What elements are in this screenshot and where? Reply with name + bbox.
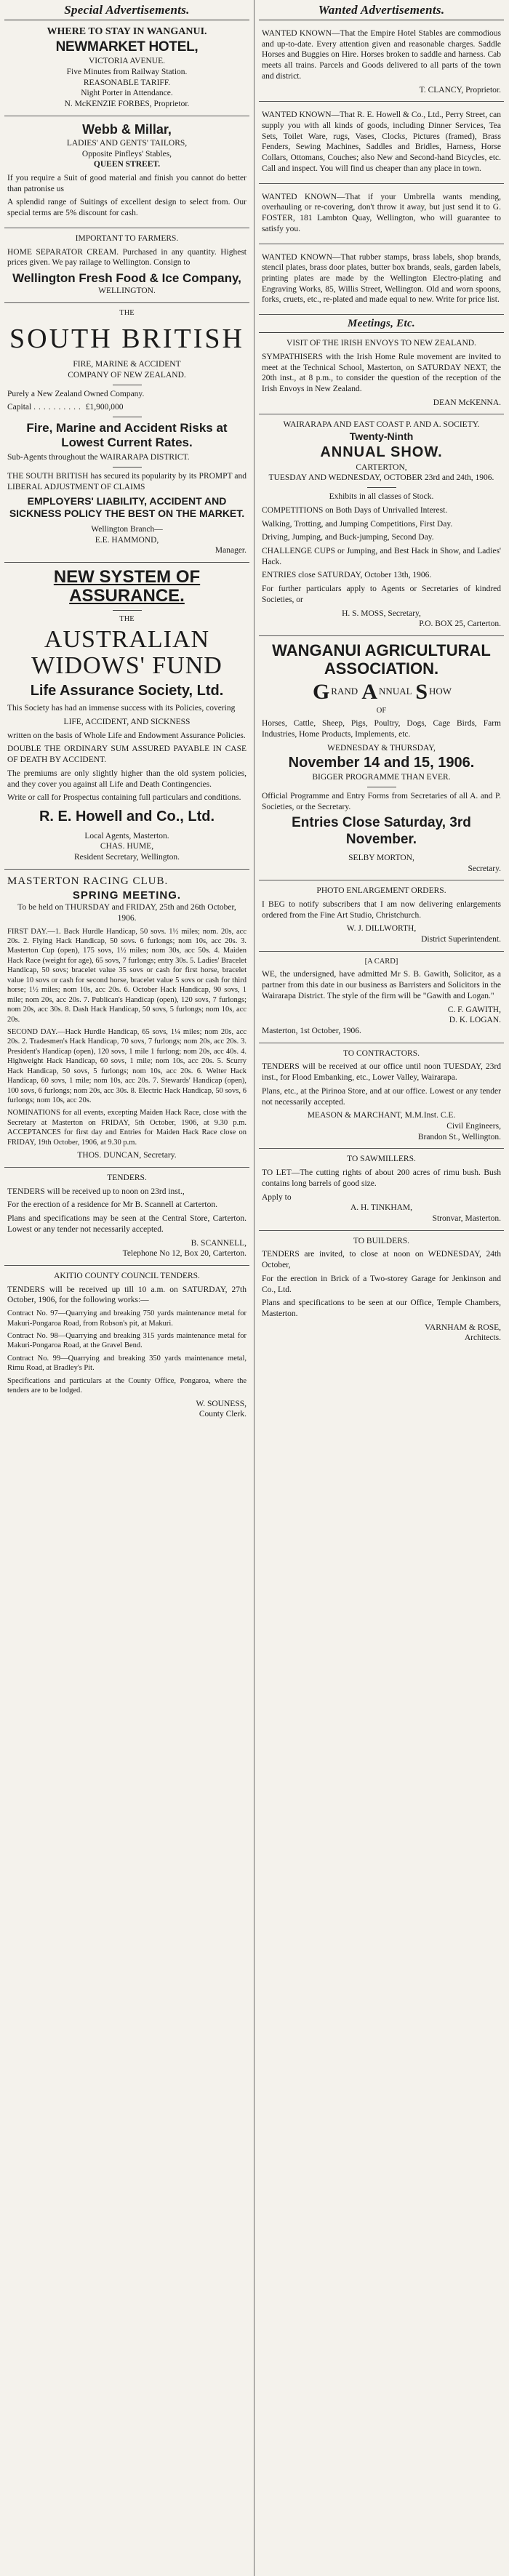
right-column <box>259 0 504 2576</box>
hotel-name: NEWMARKET HOTEL, <box>55 39 199 55</box>
racing-secretary: THOS. DUNCAN, Secretary. <box>77 1151 177 1160</box>
contractors-signature: MEASON & MARCHANT, M.M.Inst. C.E. <box>307 1111 456 1120</box>
webb-line-1: LADIES' AND GENTS' TAILORS, <box>66 138 188 148</box>
fresh-food-company: Wellington Fresh Food & Ice Company, <box>12 271 241 286</box>
widows-para-4: The premiums are only slightly higher than the old system policies, and they cover you against all Life and Death Contingencies. <box>7 769 247 789</box>
wanganui-official: Official Programme and Entry Forms from Secretaries of all A. and P. Societies, or the Secretary. <box>262 791 501 811</box>
south-british-ad <box>4 303 249 563</box>
akitio-title: AKITIO COUNTY COUNCIL TENDERS. <box>54 1271 200 1280</box>
sb-fire-risks: Fire, Marine and Accident Risks at Lowest Current Rates. <box>26 421 228 449</box>
wairarapa-secretary: H. S. MOSS, Secretary, <box>342 609 421 618</box>
tenders-ad <box>4 1168 249 1266</box>
howell-wanted-ad <box>259 102 504 183</box>
widows-para-3: DOUBLE THE ORDINARY SUM ASSURED PAYABLE IN CASE OF DEATH BY ACCIDENT. <box>7 745 247 765</box>
widows-secretary-role: Resident Secretary, Wellington. <box>73 853 180 862</box>
tenders-title: TENDERS. <box>107 1173 147 1182</box>
wairarapa-days: TUESDAY AND WEDNESDAY, OCTOBER 23rd and 24th, 1906. <box>268 473 494 483</box>
builders-para-1: TENDERS are invited, to close at noon on WEDNESDAY, 24th October, <box>262 1250 501 1270</box>
wairarapa-annual-show: ANNUAL SHOW. <box>320 444 443 461</box>
contractors-para-2: Plans, etc., at the Pirinoa Store, and at our office. Lowest or any tender not necessarily accepted. <box>262 1086 501 1107</box>
wanganui-bigger: BIGGER PROGRAMME THAN EVER. <box>312 773 451 782</box>
wairarapa-competitions: COMPETITIONS on Both Days of Unrivalled Interest. <box>262 505 448 515</box>
contractors-ad <box>259 1043 504 1149</box>
racing-club-title: MASTERTON RACING CLUB. <box>7 875 169 887</box>
sawmillers-ad <box>259 1149 504 1230</box>
sb-capital-value: £1,900,000 <box>85 403 124 412</box>
akitio-specs: Specifications and particulars at the County Office, Pongaroa, where the tenders are to be lodged. <box>7 1376 247 1395</box>
sawmillers-signature: A. H. TINKHAM, <box>350 1203 413 1213</box>
racing-held: To be held on THURSDAY and FRIDAY, 25th and 26th October, 1906. <box>17 903 236 923</box>
wairarapa-walking: Walking, Trotting, and Jumping Competitions, First Day. <box>262 519 453 529</box>
widows-secretary: CHAS. HUME, <box>100 842 154 851</box>
widows-para-1: This Society has had an immense success with its Policies, covering <box>7 704 236 713</box>
builders-role: Architects. <box>464 1333 501 1343</box>
wairarapa-twenty-ninth: Twenty-Ninth <box>349 430 414 443</box>
wairarapa-show-ad <box>259 414 504 636</box>
card-title: [A CARD] <box>364 957 398 966</box>
widows-para-2: written on the basis of Whole Life and Endowment Assurance Policies. <box>7 731 246 740</box>
wairarapa-title: WAIRARAPA AND EAST COAST P. AND A. SOCIETY. <box>283 420 480 430</box>
contractors-para-1: TENDERS will be received at our office until noon TUESDAY, 23rd inst., for Flood Embanking, etc., Lower Valley, Wairarapa. <box>262 1062 501 1083</box>
word-nnual: NNUAL <box>379 685 412 697</box>
webb-para-2: A splendid range of Suitings of excellent design to select from. Our special terms are 5% discount for cash. <box>7 198 247 218</box>
irish-envoys-ad <box>259 333 504 414</box>
wairarapa-exhibits: Exhibits in all classes of Stock. <box>329 492 434 502</box>
envoys-title: VISIT OF THE IRISH ENVOYS TO NEW ZEALAND. <box>286 339 476 348</box>
wairarapa-cups: CHALLENGE CUPS or Jumping, and Best Hack in Show, and Ladies' Hack. <box>262 546 501 566</box>
wanganui-role: Secretary. <box>468 864 501 873</box>
wanganui-items: Horses, Cattle, Sheep, Pigs, Poultry, Dogs, Cage Birds, Farm Industries, Home Products, Implements, etc. <box>262 719 501 739</box>
sb-line-3: Purely a New Zealand Owned Company. <box>7 389 145 398</box>
sawmillers-apply: Apply to <box>262 1192 292 1202</box>
left-column-header: Special Advertisements. <box>4 0 249 20</box>
card-date: Masterton, 1st October, 1906. <box>262 1026 361 1035</box>
card-signature-1: C. F. GAWITH, <box>447 1005 501 1014</box>
widows-coverage: LIFE, ACCIDENT, AND SICKNESS <box>63 717 191 726</box>
stables-signature: T. CLANCY, Proprietor. <box>419 85 501 95</box>
hotel-line-4: N. McKENZIE FORBES, Proprietor. <box>64 100 190 109</box>
akitio-role: County Clerk. <box>199 1410 247 1419</box>
wanganui-show-ad <box>259 636 504 880</box>
sb-the: THE <box>119 309 135 318</box>
contractors-address: Brandon St., Wellington. <box>417 1132 501 1141</box>
umbrella-ad <box>259 184 504 244</box>
webb-line-3: QUEEN STREET. <box>93 160 161 169</box>
photo-title: PHOTO ENLARGEMENT ORDERS. <box>316 886 446 896</box>
letter-s: S <box>415 679 428 704</box>
sb-line-1: FIRE, MARINE & ACCIDENT <box>73 360 181 369</box>
webb-millar-name: Webb & Millar, <box>82 121 172 137</box>
akitio-contract-99: Contract No. 99—Quarrying and breaking 350 yards maintenance metal, Rimu Road, at Bradley's Pit. <box>7 1354 247 1373</box>
akitio-contract-98: Contract No. 98—Quarrying and breaking 315 yards maintenance metal for Makuri-Pongaroa Road, at the Gravel Bend. <box>7 1331 247 1350</box>
wanganui-date: November 14 and 15, 1906. <box>288 754 475 771</box>
photo-para: I BEG to notify subscribers that I am now delivering enlargements ordered from the Fine Art Studio, Christchurch. <box>262 900 501 920</box>
racing-spring-meeting: SPRING MEETING. <box>72 888 182 902</box>
meetings-header: Meetings, Etc. <box>259 315 504 333</box>
wairarapa-place: CARTERTON, <box>356 462 407 472</box>
builders-ad <box>259 1231 504 1349</box>
wairarapa-driving: Driving, Jumping, and Buck-jumping, Second Day. <box>262 533 434 542</box>
photo-signature: W. J. DILLWORTH, <box>346 924 417 934</box>
sb-para-1: THE SOUTH BRITISH has secured its popularity by its PROMPT and LIBERAL ADJUSTMENT OF CLAIMS <box>7 471 247 491</box>
sb-name: SOUTH BRITISH <box>9 323 244 354</box>
sb-agents: Sub-Agents throughout the WAIRARAPA DISTRICT. <box>7 453 190 462</box>
hotel-street: VICTORIA AVENUE. <box>89 57 165 66</box>
sb-manager: E.E. HAMMOND, <box>95 535 159 545</box>
sb-line-2: COMPANY OF NEW ZEALAND. <box>68 370 186 380</box>
farmers-ad <box>4 228 249 303</box>
akitio-contract-97: Contract No. 97—Quarrying and breaking 750 yards maintenance metal for Makuri-Pongaroa Road, from Robson's pit, at Makuri. <box>7 1309 247 1328</box>
wanganui-secretary: SELBY MORTON, <box>348 853 414 862</box>
word-rand: RAND <box>331 685 358 697</box>
wanganui-title: WANGANUI AGRICULTURAL ASSOCIATION. <box>272 641 491 678</box>
webb-millar-ad <box>4 116 249 228</box>
wairarapa-further: For further particulars apply to Agents or Secretaries of kindred Societies, or <box>262 585 501 604</box>
akitio-para-1: TENDERS will be received up till 10 a.m. on SATURDAY, 27th October, 1906, for the following works:— <box>7 1285 247 1305</box>
tenders-para-2: For the erection of a residence for Mr B. Scannell at Carterton. <box>7 1200 217 1210</box>
racing-nominations: NOMINATIONS for all events, excepting Maiden Hack Race, close with the Secretary at Masterton on FRIDAY, 5th October, 1906, at 9.30 p.m. ACCEPTANCES for first day and Entries for Maiden Hack Race close on FRIDAY, 19th October, 1906, at 9.30 p.m. <box>7 1109 247 1147</box>
right-column-header: Wanted Advertisements. <box>259 0 504 20</box>
sb-divider-3 <box>113 467 142 468</box>
howell-text: WANTED KNOWN—That R. E. Howell & Co., Ltd., Perry Street, can supply you with all kinds of goods, including Dinner Services, Tea Sets, Toilet Ware, rugs, Vases, Clocks, Pictures (framed), Brass Fenders, Sewing Machines, Saddles and Bridles, Harness, Horse Collars, Ottomans, Couches; also New and Second-hand Bicycles, etc. Call and inspect. You will find us cheaper than any place in town. <box>262 111 501 173</box>
hotel-line-1: Five Minutes from Railway Station. <box>66 67 188 76</box>
widows-divider <box>113 610 142 611</box>
card-signature-2: D. K. LOGAN. <box>449 1016 501 1025</box>
wairarapa-entries: ENTRIES close SATURDAY, October 13th, 1906. <box>262 571 432 580</box>
stamps-text: WANTED KNOWN—That rubber stamps, brass labels, shop brands, stencil plates, brass door plates, butter box brands, seals, garden labels, printing plates are made by the Wellington Electro-plating and Engraving Works, 85, Willis Street, Wellington. Old and worn spoons, forks, cruets, etc., re-plated and made equal to new. Write for price list. <box>262 252 501 305</box>
sb-capital: Capital .......... £1,900,000 <box>7 403 124 412</box>
sb-branch: Wellington Branch— <box>91 524 163 534</box>
widows-para-5: Write or call for Prospectus containing full particulars and conditions. <box>7 793 241 803</box>
sb-employers: EMPLOYERS' LIABILITY, ACCIDENT AND SICKNESS POLICY THE BEST ON THE MARKET. <box>9 495 245 520</box>
widows-name: AUSTRALIAN WIDOWS' FUND <box>31 626 223 679</box>
webb-para-1: If you require a Suit of good material and finish you cannot do better than patronise us <box>7 174 247 193</box>
sb-capital-label: Capital <box>7 403 32 412</box>
akitio-signature: W. SOUNESS, <box>196 1399 247 1408</box>
wairarapa-box: P.O. BOX 25, Carterton. <box>419 619 501 629</box>
widows-the: THE <box>119 614 135 623</box>
empire-stables-ad <box>259 20 504 102</box>
howell-company: R. E. Howell and Co., Ltd. <box>39 808 215 825</box>
letter-a: A <box>361 679 378 704</box>
builders-signature: VARNHAM & ROSE, <box>425 1323 501 1332</box>
widows-fund-ad <box>4 563 249 870</box>
builders-para-3: Plans and specifications to be seen at our Office, Temple Chambers, Masterton. <box>262 1299 501 1319</box>
contractors-role: Civil Engineers, <box>446 1121 501 1131</box>
wairarapa-divider <box>367 487 396 488</box>
farmers-para: HOME SEPARATOR CREAM. Purchased in any quantity. Highest prices given. We pay railage to Wellington. Consign to <box>7 247 247 268</box>
sawmillers-para: TO LET—The cutting rights of about 200 acres of rimu bush. Bush contains long barrels of good size. <box>262 1168 501 1188</box>
hotel-line-3: Night Porter in Attendance. <box>81 89 173 98</box>
builders-para-2: For the erection in Brick of a Two-storey Garage for Jenkinson and Co., Ltd. <box>262 1274 501 1294</box>
letter-g: G <box>312 679 330 704</box>
webb-line-2: Opposite Pinfleys' Stables, <box>81 149 172 159</box>
rubber-stamps-ad <box>259 244 504 316</box>
envoys-para: SYMPATHISERS with the Irish Home Rule movement are invited to meet at the Technical School, Masterton, on SATURDAY NEXT, the 20th inst., at 8 p.m., to consider the question of the reception of the Irish Envoys in New Zealand. <box>262 352 501 393</box>
word-how: HOW <box>429 685 452 697</box>
wanganui-of: OF <box>376 706 387 715</box>
widows-agents: Local Agents, Masterton. <box>84 831 169 840</box>
tenders-telephone: Telephone No 12, Box 20, Carterton. <box>122 1249 247 1259</box>
racing-first-day: FIRST DAY.—1. Back Hurdle Handicap, 50 sovs. 1½ miles; nom. 20s, acc 20s. 2. Flying Hack Handicap, 50 sovs. 6 furlongs; nom 10s, acc 20s. 3. Masterton Cup (open), 175 sovs, 1½ miles; nom 30s, acc 50s. 4. Maiden Hack Race (weight for age), 65 sovs, 7 furlongs; entry 30s. 5. Ladies' Bracelet Handicap, 50 sovs; bracelet value 35 sovs or cash for first horse, bracelet value 10 sovs or cash for second horse, bracelet value 5 sovs or cash for third horse; 1½ miles; nom 10s, acc 20s. 6. October Hack Handicap, 90 sovs, 1 mile; nom 20s, acc 20s. 7. Publican's Handicap (open), 120 sovs, 7 furlongs; nom 20s, acc 30s. 8. Dash Hack Handicap, 50 sovs, 5 furlongs; nom 10s, acc 20s. <box>7 927 247 1024</box>
left-column <box>4 0 249 2576</box>
racing-second-day: SECOND DAY.—Hack Hurdle Handicap, 65 sovs, 1¼ miles; nom 20s, acc 20s. 2. Tradesmen's Hack Handicap, 70 sovs, 7 furlongs; nom 20s, acc 20s. 3. President's Handicap (open), 120 sovs, 1 mile 1 furlong; nom 20s, acc 40s. 4. Highweight Hack Handicap, 60 sovs, 1 mile; nom 10s, acc 20s. 5. Scurry Hack Handicap, 50 sovs, 5 furlongs; nom 10s, acc 20s. 6. Welter Hack Handicap, 60 sovs, 1 mile; nom 10s, acc 20s. 7. Stewards' Handicap (open), 100 sovs, 6 furlongs; nom 20s, acc 30s. 8. Electric Hack Handicap, 50 sovs, 6 furlongs; nom 10s, acc 20s. <box>7 1027 247 1105</box>
stables-text: WANTED KNOWN—That the Empire Hotel Stables are commodious and up-to-date. Every attention given and reasonable charges. Saddle Horses and Buggies on Hire. Horses broken to saddle and harness. Cab meets all trains. Parcels and Goods delivered to all parts of the town and district. <box>262 29 501 81</box>
new-system-title: NEW SYSTEM OF ASSURANCE. <box>53 567 201 606</box>
hotel-line-2: REASONABLE TARIFF. <box>83 78 171 87</box>
umbrella-text: WANTED KNOWN—That if your Umbrella wants mending, overhauling or re-covering, don't throw it away, but just send it to G. FOSTER, 181 Lambton Quay, Wellington, who will guarantee to satisfy you. <box>262 192 501 233</box>
racing-club-ad <box>4 870 249 1168</box>
akitio-council-ad <box>4 1266 249 1426</box>
envoys-signature: DEAN McKENNA. <box>433 398 501 407</box>
newmarket-hotel-ad <box>4 20 249 116</box>
tenders-para-1: TENDERS will be received up to noon on 23rd inst., <box>7 1187 185 1196</box>
hotel-intro: WHERE TO STAY IN WANGANUI. <box>47 26 207 37</box>
sawmillers-location: Stronvar, Masterton. <box>432 1214 501 1224</box>
builders-title: TO BUILDERS. <box>353 1236 410 1245</box>
widows-society: Life Assurance Society, Ltd. <box>30 682 224 699</box>
grand-annual-show <box>262 678 501 706</box>
tenders-para-3: Plans and specifications may be seen at the Central Store, Carterton. Lowest or any tender not necessarily accepted. <box>7 1214 247 1234</box>
photo-role: District Superintendent. <box>421 935 501 944</box>
fresh-food-location: WELLINGTON. <box>98 286 156 296</box>
gawith-card-ad <box>259 952 504 1043</box>
card-para: WE, the undersigned, have admitted Mr S. B. Gawith, Solicitor, as a partner from this date in our business as Barristers and Solicitors in the Wairarapa District. The style of the firm will be "Gawith and Logan." <box>262 970 501 1000</box>
contractors-title: TO CONTRACTORS. <box>342 1048 420 1058</box>
sb-manager-role: Manager. <box>215 546 247 555</box>
wanganui-days: WEDNESDAY & THURSDAY, <box>327 743 436 753</box>
sawmillers-title: TO SAWMILLERS. <box>347 1155 416 1164</box>
tenders-signature: B. SCANNELL, <box>191 1238 247 1248</box>
farmers-title: IMPORTANT TO FARMERS. <box>75 233 179 243</box>
wanganui-entries: Entries Close Saturday, 3rd November. <box>292 815 471 848</box>
photo-enlargement-ad <box>259 880 504 952</box>
